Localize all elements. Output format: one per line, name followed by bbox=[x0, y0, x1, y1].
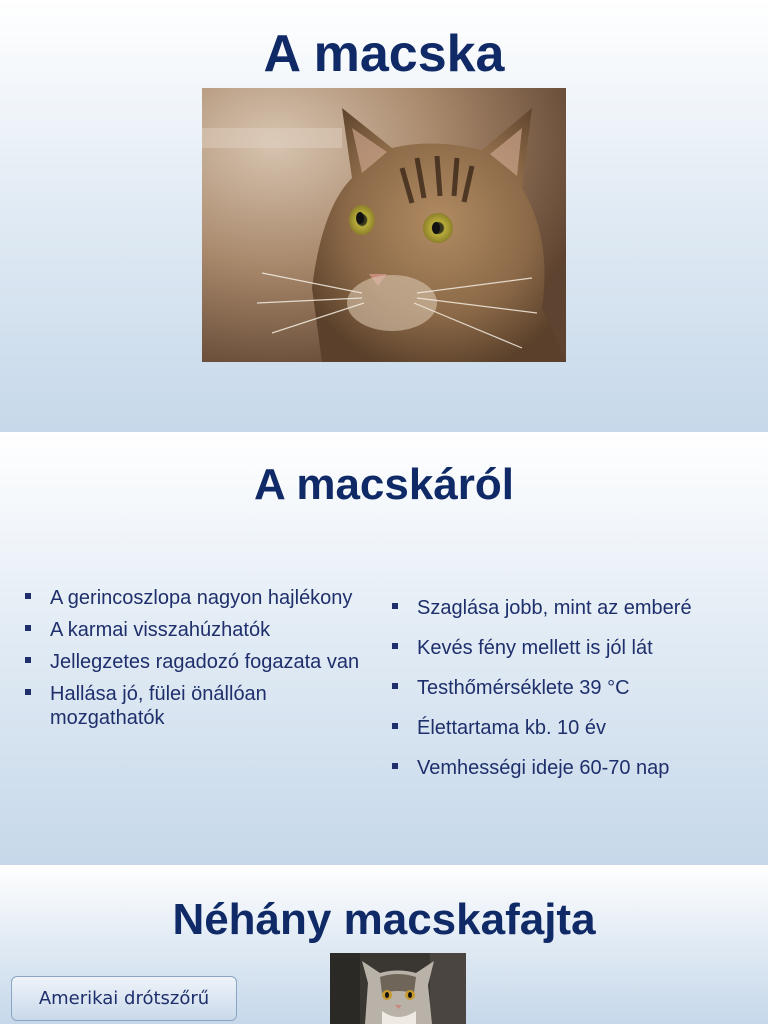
left-bullet-list bbox=[22, 586, 362, 738]
slide-cat-breeds bbox=[0, 865, 768, 1024]
bullet-item: Vemhességi ideje 60-70 nap bbox=[389, 756, 759, 780]
bullet-item: A gerincoszlopa nagyon hajlékony bbox=[22, 586, 362, 610]
bullet-item: Élettartama kb. 10 év bbox=[389, 716, 759, 740]
bullet-item: Szaglása jobb, mint az emberé bbox=[389, 596, 759, 620]
bullet-item: Jellegzetes ragadozó fogazata van bbox=[22, 650, 362, 674]
bullet-item: Hallása jó, fülei önállóan mozgathatók bbox=[22, 682, 362, 730]
slide-title: A macska bbox=[263, 25, 505, 83]
slide-title-cat bbox=[0, 0, 768, 432]
bullet-item: Kevés fény mellett is jól lát bbox=[389, 636, 759, 660]
bullet-item: A karmai visszahúzhatók bbox=[22, 618, 362, 642]
slide-title: Néhány macskafajta bbox=[172, 895, 596, 944]
right-bullet-list bbox=[389, 596, 759, 796]
breed-cat-photo bbox=[330, 953, 466, 1024]
tabby-cat-photo bbox=[202, 88, 566, 362]
slide-about-cat bbox=[0, 432, 768, 865]
breed-label-box: Amerikai drótszőrű bbox=[11, 976, 237, 1021]
slide-title: A macskáról bbox=[253, 460, 515, 509]
bullet-item: Testhőmérséklete 39 °C bbox=[389, 676, 759, 700]
